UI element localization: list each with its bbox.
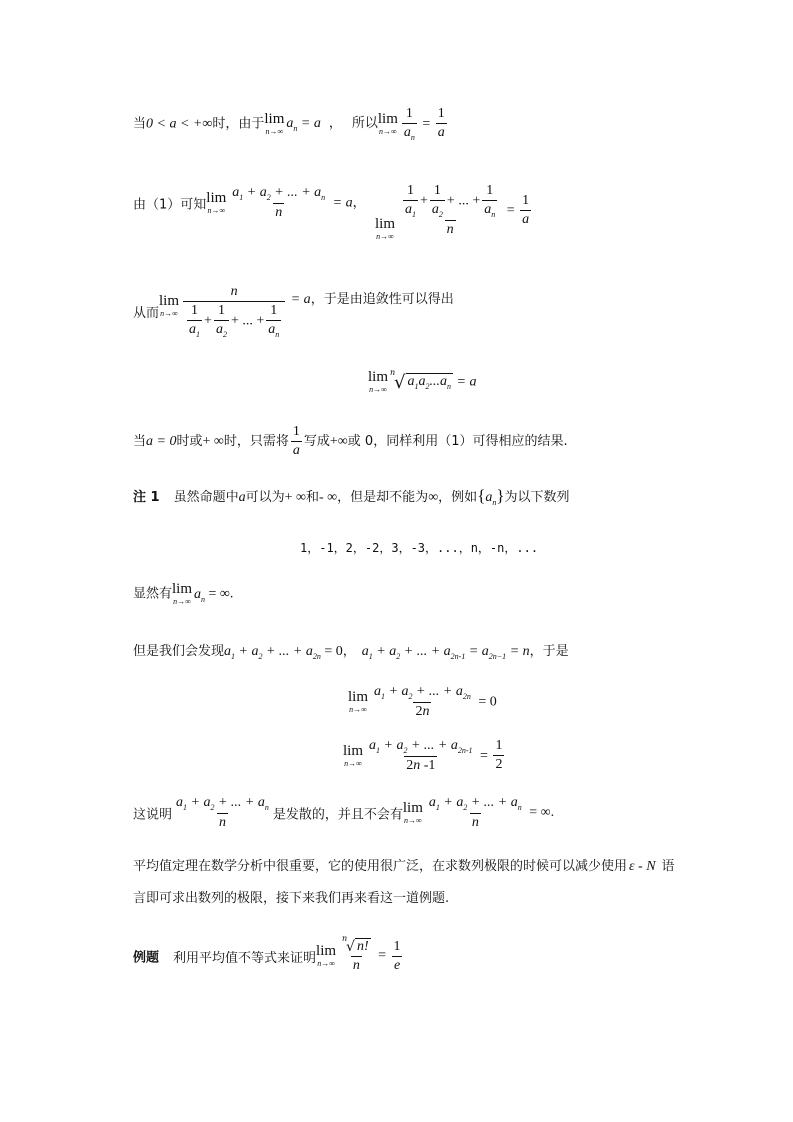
nth-root: n √ $a_1a_2...a_n$: [390, 367, 451, 393]
line-9: 这说明 $\frac{a_1 + a_2 + ... + a_n}{n}$ 是发散的，并且不会有 lim n→∞ $\frac{a_1 + a_2 + ... + a_n}{n}$ = ∞.: [133, 795, 555, 830]
line-7: 显然有 lim n→∞ $a_n$ = ∞.: [133, 581, 234, 606]
lim: lim n→∞: [402, 799, 423, 825]
lim: lim n→∞: [264, 110, 285, 136]
fraction: $\frac{1}{e}$: [393, 938, 401, 973]
fraction-arith-mean: $\frac{a_1 + a_2 + ... + a_n}{n}$: [232, 185, 326, 220]
line-1: 当0 < a < +∞时，由于 lim n→∞ $a_n = a$ ， 所以 lim n→∞ $\frac{1}{a_n}$ = $\frac{1}{a}$: [133, 106, 445, 142]
paragraph-mean-theorem-line1: 平均值定理在数学分析中很重要，它的使用很广泛，在求数列极限的时候可以减少使用 ε - N 语: [133, 859, 675, 874]
line-2: 由（1）可知 lim n→∞ $\frac{a_1 + a_2 + ... + a_n}{n}$ = a，: [133, 185, 366, 220]
line-3: 从而 lim n→∞ n $\frac{1}{a_1}$ + $\frac{1}{a_2}$ + ... + $\frac{1}{a_n}$ = a，于是由追敛性可以得出: [133, 284, 454, 339]
line-8: 但是我们会发现$a_1 + a_2$ + ... + $a_{2n} = 0$， $a_1 + a_2$ + ... + $a_{2n-1} = a_{2n-1} = n$，于是: [133, 644, 569, 661]
formula-even-limit: lim n→∞ $\frac{a_1 + a_2 + ... + a_{2n}}{2n}$ = 0: [348, 684, 497, 719]
lim: lim n→∞: [316, 943, 337, 968]
formula-odd-limit: lim n→∞ $\frac{a_1 + a_2 + ... + a_{2n-1}}{2n -1}$ = $\frac{1}{2}$: [343, 738, 503, 773]
fraction-nth-root-factorial: n √ n! n: [342, 934, 369, 973]
paragraph-mean-theorem-line2: 言即可求出数列的极限，接下来我们再来看这一道例题.: [133, 891, 450, 906]
lim: lim n→∞: [343, 742, 364, 768]
fraction-arith-mean: $\frac{a_1 + a_2 + ... + a_n}{n}$: [428, 795, 522, 830]
fraction-arith-mean: $\frac{a_1 + a_2 + ... + a_n}{n}$: [176, 795, 269, 830]
lim: lim n→∞: [368, 369, 389, 394]
sequence-list: 1，-1，2，-2，3，-3，...，n，-n，...: [300, 541, 539, 555]
example: 例题 利用平均值不等式来证明 lim n→∞ n √ n! n = $\frac{1}{e}$: [133, 934, 401, 973]
lim: lim n→∞: [377, 110, 398, 136]
cond-1: 0 < a < +∞: [146, 116, 213, 132]
formula-harmonic-limit: lim n→∞ $\frac{1}{a_1}$ + $\frac{1}{a_2}$ + ... + $\frac{1}{a_n}$ n = $\frac{1}{a}$: [375, 183, 530, 241]
formula-geometric-limit: lim n→∞ n √ $a_1a_2...a_n = a$: [368, 367, 477, 394]
fraction: $\frac{1}{a}$: [522, 192, 530, 227]
fraction: $\frac{a_1 + a_2 + ... + a_{2n}}{2n}$: [374, 684, 471, 719]
note-label: 注 1: [133, 490, 160, 505]
lim: lim n→∞: [206, 189, 227, 215]
fraction-harmonic: $\frac{1}{a_1}$ + $\frac{1}{a_2}$ + ... + $\frac{1}{a_n}$ n: [405, 183, 496, 237]
fraction: $\frac{1}{a}$: [292, 424, 300, 458]
fraction-harmonic-inv: n $\frac{1}{a_1}$ + $\frac{1}{a_2}$ + ... + $\frac{1}{a_n}$: [183, 284, 285, 339]
lim: lim n→∞: [172, 581, 193, 606]
sequence-an: $\{a_n\}$: [477, 486, 505, 507]
fraction: $\frac{a_1 + a_2 + ... + a_{2n-1}}{2n -1}$: [369, 738, 473, 773]
note-1: 注 1 虽然命题中a可以为+ ∞和- ∞，但是却不能为∞，例如$\{a_n\}$为以下数列: [133, 486, 570, 507]
formula-an-a: $a_n = a$: [286, 116, 321, 134]
lim: lim n→∞: [159, 292, 180, 318]
lim: lim n→∞: [375, 215, 396, 241]
fraction: $\frac{1}{a_n}$: [403, 106, 415, 142]
line-5: 当a = 0时或+ ∞时，只需将 $\frac{1}{a}$ 写成+∞或 0，同样利用（1）可得相应的结果.: [133, 424, 568, 458]
fraction: $\frac{1}{a}$: [437, 106, 445, 141]
example-label: 例题: [133, 950, 160, 966]
lim: lim n→∞: [348, 688, 369, 714]
fraction: $\frac{1}{2}$: [495, 738, 503, 773]
